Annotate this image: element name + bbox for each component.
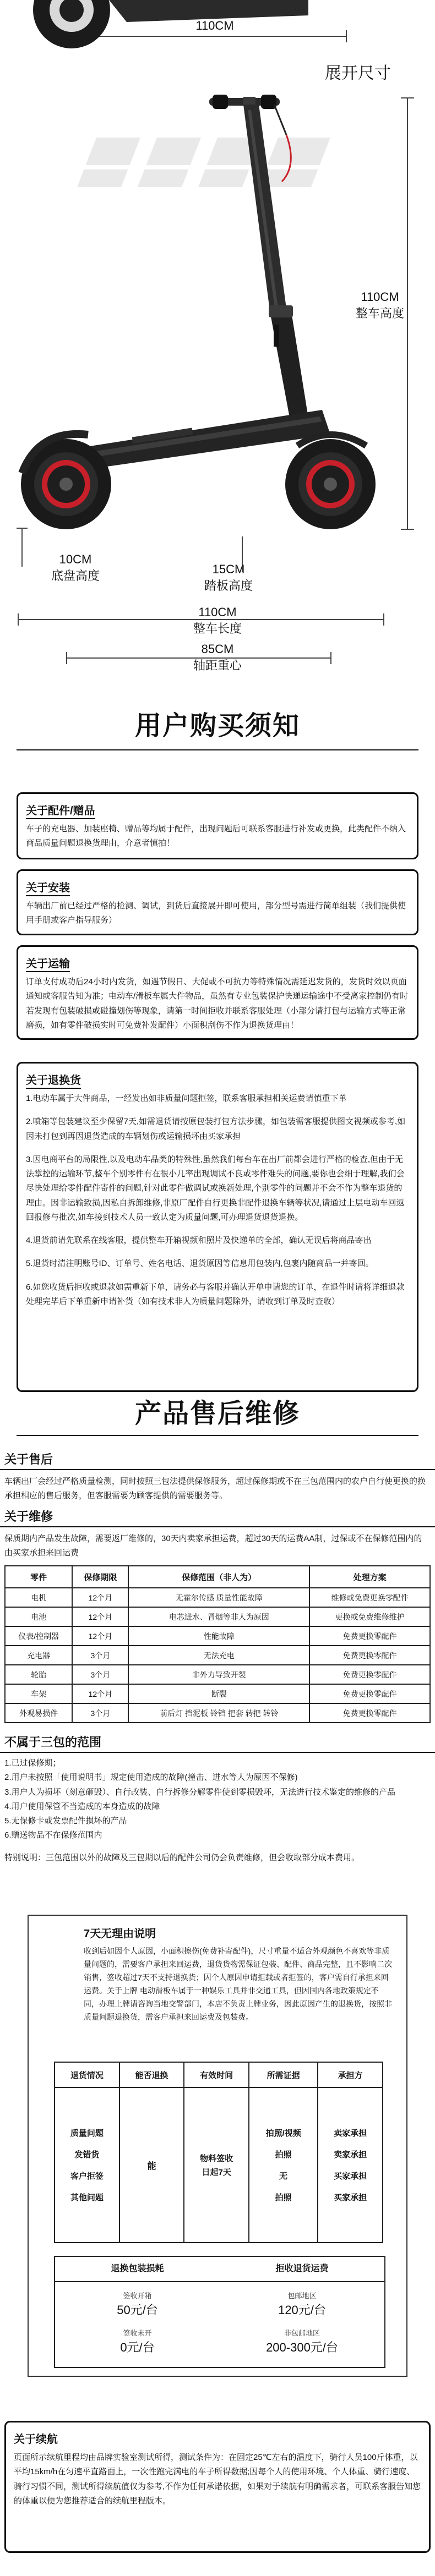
situation-item: 客户拒签 — [70, 2172, 104, 2181]
buyer-notice-title: 用户购买须知 — [134, 710, 300, 741]
table-row — [5, 1646, 430, 1665]
cell-part: 仪表/控制器 — [5, 1626, 72, 1646]
evidence-item: 拍照 — [275, 2193, 292, 2202]
notice-returns-heading: 关于退换货 — [26, 1075, 81, 1089]
fee-opened-label: 签收开箱 — [123, 2292, 152, 2300]
fee-unopened-value: 0元/台 — [120, 2341, 155, 2354]
party-cell — [318, 2087, 383, 2243]
table-row — [5, 1626, 430, 1646]
notice-returns — [17, 1062, 418, 1392]
cell-solution: 维修或免费更换零配件 — [309, 1588, 430, 1607]
scooter-dimension-section — [0, 0, 435, 677]
about-after-sales-rule — [0, 1469, 435, 1470]
cell-part: 外观易损件 — [5, 1703, 72, 1723]
returns-list — [26, 1092, 409, 1309]
situation-item: 发错货 — [74, 2150, 100, 2160]
cell-solution: 免费更换零配件 — [309, 1626, 430, 1646]
notice-shipping — [17, 945, 418, 1040]
seven-day-text: 收到后如因个人原因，小面积擦伤(免费补寄配件)，尺寸重量不适合外观颜色不喜欢等非质量问题的，需要客户承担来回运费，退货货物需保证包装、配件、商品完整，且不影响二次销售，签收超过7天不支持退换货；因个人原因申请拒载或者拒签的，客户需自行承担来回运费。关于上牌 电动滑板车属于一种娱乐工具并非交通工具，但因国内各地政策规定不同，办理上牌请咨询当地交警部门，本店不负责上牌业务，因此原因产生的退换货，按照非质量问题退换货，需客户承担来回运费及包装费。 — [84, 1947, 392, 2022]
party-item: 卖家承担 — [334, 2150, 367, 2160]
cell-part: 充电器 — [5, 1646, 72, 1665]
fee-divider — [55, 2281, 384, 2282]
hdr-can-return: 能否退换 — [119, 2062, 184, 2087]
ground-label: 底盘高度 — [51, 568, 100, 583]
cell-period: 12个月 — [72, 1588, 128, 1607]
hdr-situation: 退货情况 — [55, 2062, 119, 2087]
ground-value: 10CM — [59, 552, 92, 566]
notice-accessories-text: 车子的充电器、加装座椅、赠品等均属于配件，出现问题后可联系客服进行补发或更换，此类配件不纳入商品质量问题退换货理由，介意者慎拍！ — [26, 824, 406, 848]
length-value: 110CM — [198, 605, 237, 619]
cell-period: 3个月 — [72, 1703, 128, 1723]
party-item: 买家承担 — [334, 2172, 367, 2181]
fee-remote-label: 非包邮地区 — [284, 2329, 320, 2337]
fee-province-value: 120元/台 — [278, 2303, 326, 2317]
front-wheel — [285, 435, 376, 529]
fee-table — [54, 2256, 385, 2368]
cell-period: 12个月 — [72, 1684, 128, 1703]
returns-item: 2.喷箱等包装建议至少保留7天,如需退货请按原包装打包方法步骤，如包装需客服提供图文视频或参考,如因未打包到再因退货造成的车辆划伤或运输损坏由买家承担 — [26, 1117, 406, 1141]
axle-label: 轴距重心 — [193, 658, 242, 672]
returns-item: 4.退货前请先联系在线客服，提供整车开箱视频和照片及快递单的全部，确认无误后将商品寄出 — [26, 1236, 372, 1245]
length-label: 整车长度 — [193, 621, 242, 635]
party-item: 卖家承担 — [334, 2129, 367, 2138]
valid-time-line: 物料签收 — [200, 2154, 233, 2163]
range-note-text: 页面所示续航里程均由品牌实验室测试所得，测试条件为：在固定25℃左右的温度下，骑行人员100斤体重，以平均15km/h在匀速平直路面上，一次性跑完满电的车子所得数据;因每个人的使用环境、个人体重、骑行速度、骑行习惯不同，测试所得续航值仅为参考,不作为任何承诺依据，如果对于续航有明确需求者，可联系客服告知您的体重以便为您推荐适合的续航里程版本。 — [14, 2453, 421, 2506]
evidence-cell — [249, 2087, 318, 2243]
cell-scope: 断裂 — [128, 1684, 309, 1703]
notice-shipping-heading: 关于运输 — [26, 958, 70, 972]
can-return-value: 能 — [147, 2161, 156, 2171]
can-return-cell — [119, 2087, 184, 2243]
about-repair-text: 保质期内产品发生故障，需要返厂维修的，30天内卖家承担运费，超过30天的运费AA制，过保或不在保修范围内的由买家承担来回运费 — [4, 1534, 422, 1558]
axle-dim-label — [160, 641, 275, 673]
cell-scope: 电芯进水、冒烟等非人为原因 — [128, 1607, 309, 1626]
situation-item: 质量问题 — [70, 2129, 104, 2138]
length-dim-label — [160, 604, 275, 637]
seven-day-title: 7天无理由说明 — [84, 1928, 156, 1940]
table-row — [5, 1684, 430, 1703]
notice-install — [17, 869, 418, 935]
height-value: 110CM — [361, 290, 399, 304]
cell-scope: 前后灯 挡泥板 铃铛 把套 转把 转铃 — [128, 1703, 309, 1723]
seven-day-box — [28, 1915, 407, 2377]
cell-part: 电池 — [5, 1607, 72, 1626]
special-note: 特别说明：三包范围以外的故障及三包期以后的配件公司仍会负责维修，但会收取部分成本费用。 — [4, 1852, 360, 1862]
cell-period: 12个月 — [72, 1626, 128, 1646]
return-conditions-table — [54, 2062, 383, 2243]
no-warranty-item: 6.赠送物品不在保修范围内 — [4, 1830, 102, 1840]
deck-label: 踏板高度 — [204, 578, 253, 593]
ground-dim-label — [40, 551, 111, 584]
situation-item: 其他问题 — [70, 2193, 104, 2202]
axle-tick-right — [330, 652, 331, 664]
warranty-table — [4, 1565, 431, 1723]
cell-solution: 免费更换零配件 — [309, 1665, 430, 1684]
party-item: 买家承担 — [334, 2193, 367, 2202]
valid-time-cell — [184, 2087, 249, 2243]
height-label: 整车高度 — [355, 306, 404, 320]
no-warranty-rule — [0, 1752, 435, 1753]
cell-scope: 非外力导致开裂 — [128, 1665, 309, 1684]
deck-value: 15CM — [212, 562, 245, 576]
situation-cell — [55, 2087, 119, 2243]
about-repair-rule — [0, 1526, 435, 1527]
warranty-header-solution: 处理方案 — [309, 1566, 430, 1588]
no-warranty-item: 5.无保修卡或发票配件损坏的产品 — [4, 1816, 127, 1826]
returns-item: 6.如您收货后拒收或退款如需重新下单，请务必与客服并确认开单申请您的订单，在退件时请将详细退款处理完毕后下单重新申请补货（如有技术非人为质量问题除外，请收到订单及时查收） — [26, 1282, 405, 1306]
range-note-heading: 关于续航 — [14, 2434, 58, 2446]
valid-time-line: 日起7天 — [202, 2168, 231, 2177]
hdr-evidence: 所需证据 — [249, 2062, 318, 2087]
notice-install-heading: 关于安装 — [26, 882, 70, 896]
about-after-sales-text: 车辆出厂会经过严格质量检测，同时按照三包法提供保修服务，超过保修期或不在三包范围内的农户自行使更换的换承担相应的售后服务，但客服需要为顾客提供的需要服务等。 — [4, 1477, 426, 1501]
no-warranty-list — [4, 1756, 428, 1865]
warranty-header-row — [5, 1566, 430, 1588]
notice-accessories-heading: 关于配件/赠品 — [26, 805, 95, 819]
notice-shipping-text: 订单支付成功后24小时内发货，如遇节假日、大促或不可抗力等特殊情况需延迟发货的，发货时效以页面通知或客服告知为准；电动车/滑板车属大件物品，虽然有专业包装保护快递运输途中不受离家控制仍有时若发现有包装破损或碰撞划伤等现象，请第一时间拒收并联系客服处理（小部分请打包与运输方式等正常磨损，如有零件破损实时可免费补发配件）小面积刮伤不作为退换货理由！ — [26, 977, 409, 1030]
warranty-header-period: 保修期限 — [72, 1566, 128, 1588]
no-warranty-item: 3.用户人为损坏（刻意砸毁）、自行改装、自行拆修分解零件使到零损毁坏，无法进行技术鉴定的维修的产品 — [4, 1787, 396, 1797]
cell-period: 12个月 — [72, 1607, 128, 1626]
hdr-valid-time: 有效时间 — [184, 2062, 249, 2087]
notice-accessories — [17, 792, 418, 859]
table-row — [5, 1703, 430, 1723]
cell-solution: 更换或免费维修维护 — [309, 1607, 430, 1626]
table-row — [5, 1588, 430, 1607]
no-warranty-item: 4.用户使用保管不当造成的本身造成的故障 — [4, 1801, 160, 1811]
evidence-item: 拍照 — [275, 2150, 292, 2160]
table-row — [5, 1607, 430, 1626]
cell-scope: 性能故障 — [128, 1626, 309, 1646]
fee-refuse-head: 拒收退货运费 — [275, 2264, 329, 2273]
unfold-size-title: 展开尺寸 — [325, 64, 391, 83]
notice-install-text: 车辆出厂前已经过严格的检测、调试，到货后直接展开即可使用，部分型号需进行简单组装（我们提供使用手册或客户指导服务） — [26, 901, 406, 925]
returns-item: 1.电动车属于大件商品，一经发出如非质量问题拒签，联系客服承担相关运费请慎重下单 — [26, 1094, 347, 1103]
cell-solution: 免费更换零配件 — [309, 1703, 430, 1723]
height-dim-label — [330, 289, 429, 321]
cell-part: 轮胎 — [5, 1665, 72, 1684]
buyer-notice-rule — [17, 749, 418, 750]
cell-period: 3个月 — [72, 1665, 128, 1684]
about-after-sales-heading: 关于售后 — [4, 1453, 53, 1466]
return-conditions-header — [55, 2062, 383, 2087]
no-warranty-heading: 不属于三包的范围 — [4, 1735, 102, 1749]
cell-part: 电机 — [5, 1588, 72, 1607]
length-tick-left — [18, 613, 19, 626]
warranty-header-part: 零件 — [5, 1566, 72, 1588]
watermark-logo — [77, 138, 352, 187]
cell-scope: 无法充电 — [128, 1646, 309, 1665]
returns-item: 5.退货时清注明账号ID、订单号、姓名电话、退货原因等信息用包装内,包裹内随商品一并寄回。 — [26, 1259, 374, 1269]
after-sales-title: 产品售后维修 — [134, 1398, 300, 1429]
cell-solution: 免费更换零配件 — [309, 1646, 430, 1665]
length-tick-right — [383, 613, 384, 626]
cell-period: 3个月 — [72, 1646, 128, 1665]
fee-unopened-label: 签收未开 — [123, 2329, 152, 2337]
evidence-item: 无 — [279, 2172, 288, 2181]
no-warranty-item: 1.已过保修期； — [4, 1758, 61, 1768]
about-repair-heading: 关于维修 — [4, 1510, 53, 1523]
cell-solution: 免费更换零配件 — [309, 1684, 430, 1703]
axle-tick-left — [66, 652, 67, 664]
evidence-item: 拍照/视频 — [265, 2129, 301, 2138]
after-sales-rule — [17, 1435, 418, 1436]
fee-opened-value: 50元/台 — [117, 2303, 158, 2317]
folded-wheel-top — [33, 0, 308, 48]
cell-scope: 无霍尔传感 质量性能故障 — [128, 1588, 309, 1607]
fee-packaging-head: 退换包装损耗 — [111, 2264, 164, 2273]
fee-province-label: 包邮地区 — [287, 2292, 317, 2300]
returns-item: 3.因电商平台的局限性,以及电动车品类的特殊性,虽然我们每台车在出厂前都会进行严格的检查,但由于无法掌控的运输环节,整车个别零件有在很小几率出现调试不良或零件难失的问题,要你也会细于理解,我们会尽快处理给零件配件寄件的问题,针对此零件做调试或换新处理,个别零件的问题并不会不作为整车退货的理由。因非运输致损,因私自拆卸维修,非原厂配件自行更换非配件退换车辆等状况,请通过上层电动车回返回报修与批次,如车接到技术人员一致认定为质量问题,可办理退货退货退换。 — [26, 1154, 405, 1222]
range-note-box — [4, 2421, 431, 2553]
hdr-party: 承担方 — [318, 2062, 383, 2087]
cell-part: 车架 — [5, 1684, 72, 1703]
top-length-value: 110CM — [195, 18, 234, 32]
deck-dim-label — [193, 561, 264, 594]
warranty-header-scope: 保修范围（非人为） — [128, 1566, 309, 1588]
fee-remote-value: 200-300元/台 — [266, 2341, 338, 2354]
axle-value: 85CM — [201, 642, 234, 656]
table-row — [5, 1665, 430, 1684]
no-warranty-item: 2.用户未按照「使用说明书」规定使用造成的故障(撞击、进水等人为原因不保修) — [4, 1773, 298, 1783]
return-conditions-row — [55, 2087, 383, 2243]
